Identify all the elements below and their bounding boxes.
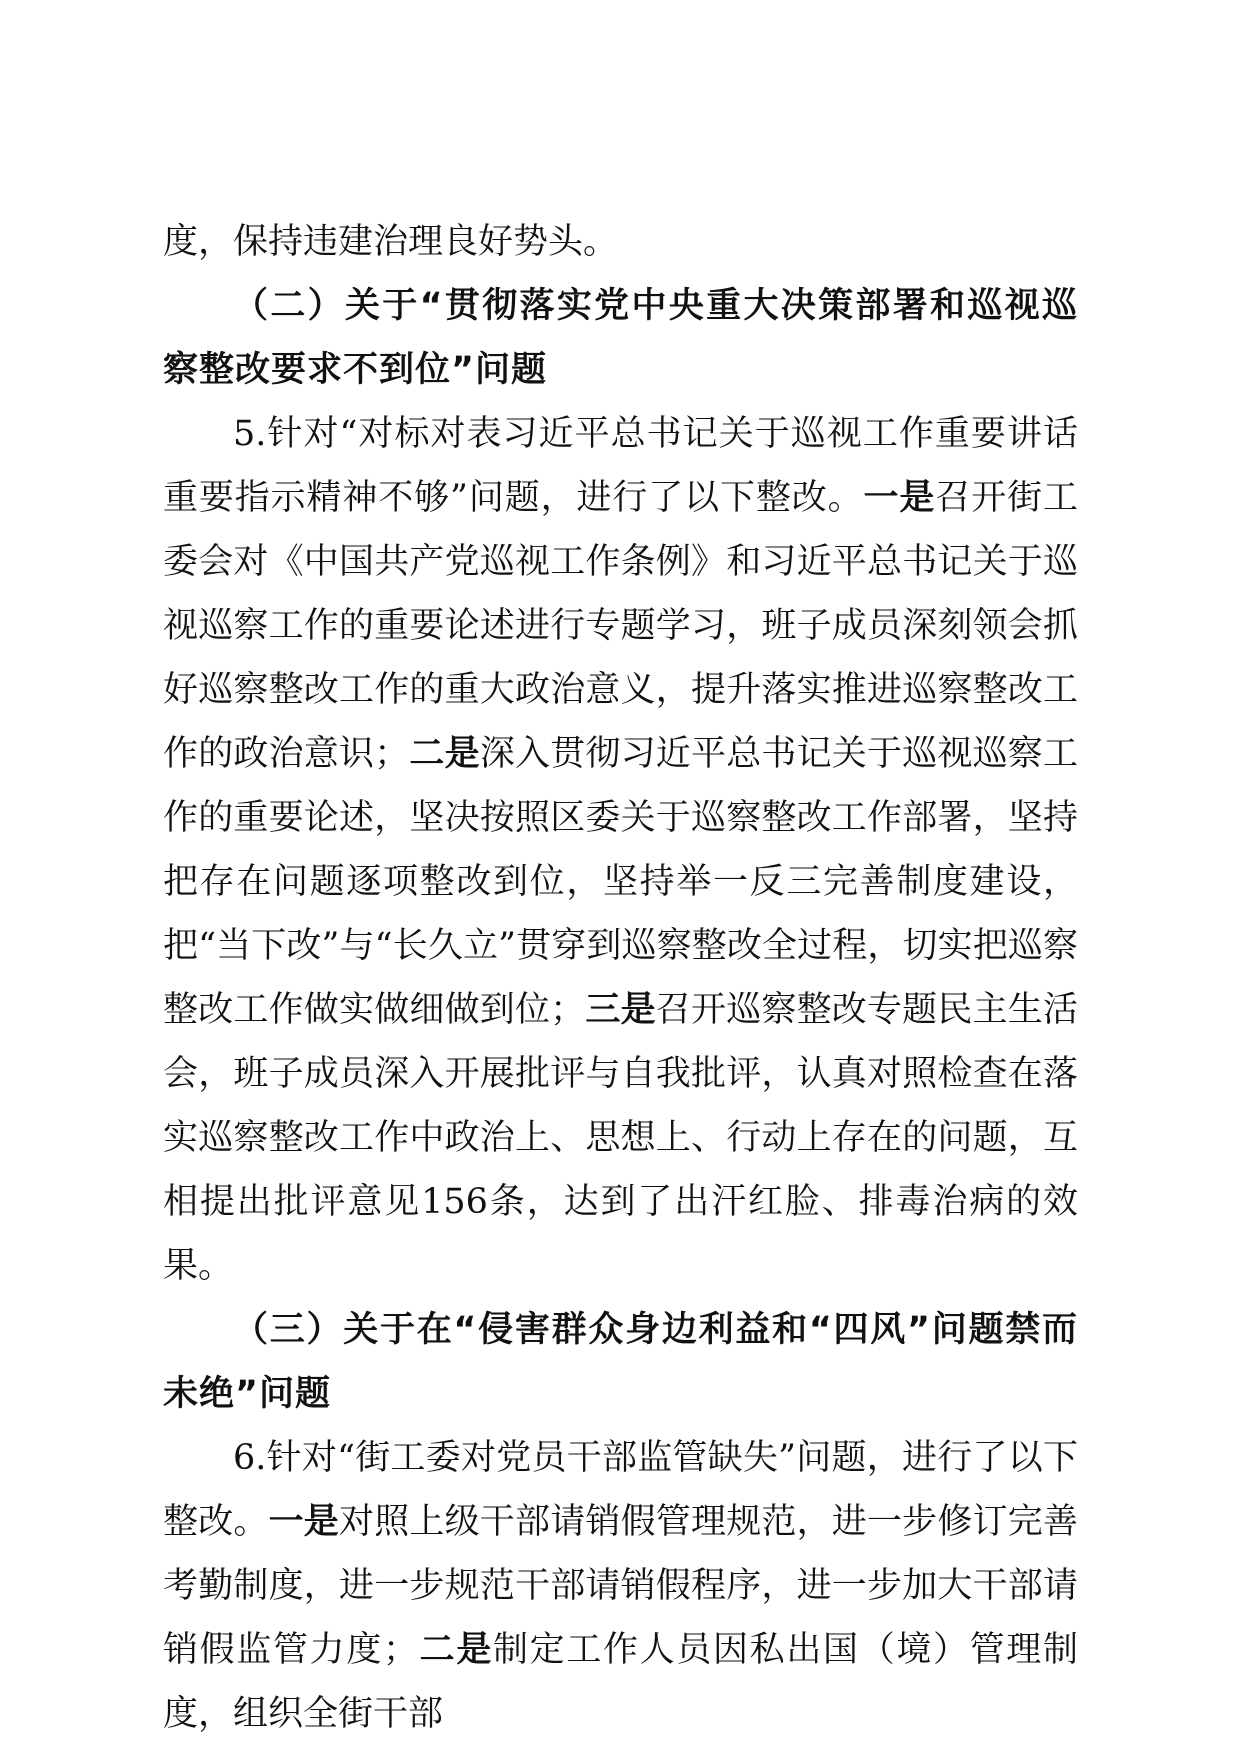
point-marker-2: 二是 xyxy=(418,1630,493,1670)
paragraph-continuation xyxy=(163,210,1078,274)
paragraph-item-6 xyxy=(163,1426,1078,1746)
point-text-2: 制定工作人员因私出国（境）管理制度，组织全街干部 xyxy=(163,1630,1078,1734)
section-heading-2 xyxy=(163,274,1078,402)
point-text-1: 对照上级干部请销假管理规范，进一步修订完善考勤制度，进一步规范干部请销假程序，进一步加大干部请销假监管力度； xyxy=(163,1502,1078,1670)
point-marker-1: 一是 xyxy=(863,478,936,518)
paragraph-text: 度，保持违建治理良好势头。 xyxy=(163,222,619,262)
point-marker-3: 三是 xyxy=(585,990,656,1030)
point-marker-1: 一是 xyxy=(268,1502,340,1542)
heading-text: （二）关于“贯彻落实党中央重大决策部署和巡视巡察整改要求不到位”问题 xyxy=(163,286,1078,390)
item-intro: 6.针对“街工委对党员干部监管缺失”问题，进行了以下整改。 xyxy=(163,1438,1078,1542)
point-text-3: 召开巡察整改专题民主生活会，班子成员深入开展批评与自我批评，认真对照检查在落实巡察整改工作中政治上、思想上、行动上存在的问题，互相提出批评意见156条，达到了出汗红脸、排毒治病的效果。 xyxy=(163,990,1078,1286)
paragraph-item-5 xyxy=(163,402,1078,1298)
point-text-1: 召开街工委会对《中国共产党巡视工作条例》和习近平总书记关于巡视巡察工作的重要论述进行专题学习，班子成员深刻领会抓好巡察整改工作的重大政治意义，提升落实推进巡察整改工作的政治意识； xyxy=(163,478,1078,774)
point-text-2: 深入贯彻习近平总书记关于巡视巡察工作的重要论述，坚决按照区委关于巡察整改工作部署，坚持把存在问题逐项整改到位，坚持举一反三完善制度建设，把“当下改”与“长久立”贯穿到巡察整改全过程，切实把巡察整改工作做实做细做到位； xyxy=(163,734,1078,1030)
item-intro: 5.针对“对标对表习近平总书记关于巡视工作重要讲话重要指示精神不够”问题，进行了以下整改。 xyxy=(163,414,1078,518)
heading-text: （三）关于在“侵害群众身边利益和“四风”问题禁而未绝”问题 xyxy=(163,1310,1078,1414)
point-marker-2: 二是 xyxy=(409,734,480,774)
section-heading-3 xyxy=(163,1298,1078,1426)
document-body xyxy=(163,210,1078,1746)
